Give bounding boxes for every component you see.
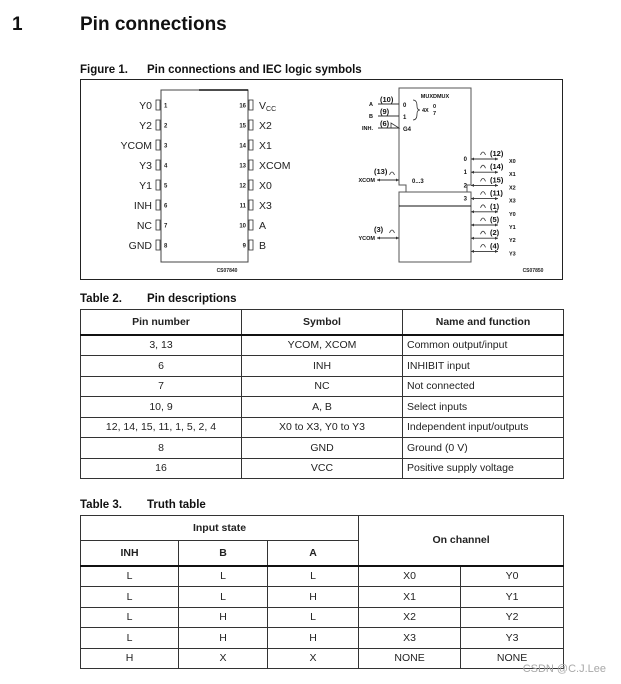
pin-tab-icon — [156, 160, 160, 170]
cell-name-function: Common output/input — [403, 335, 564, 356]
pin-number: 14 — [239, 143, 246, 150]
cell-y-channel: NONE — [461, 648, 564, 669]
control-input-pin: (9) — [380, 107, 390, 116]
cell-symbol: GND — [242, 438, 403, 459]
section-title: Pin connections — [80, 14, 227, 35]
table-row — [81, 417, 564, 438]
pin-tab-icon — [249, 120, 253, 130]
table-row — [81, 587, 564, 608]
cell-inh: L — [81, 566, 179, 587]
pin-name: INH — [133, 200, 152, 212]
pin-tab-icon — [249, 220, 253, 230]
analog-switch-icon — [481, 178, 486, 181]
table-row — [81, 438, 564, 459]
analog-switch-icon — [481, 244, 486, 247]
cell-y-channel: Y2 — [461, 607, 564, 628]
pin-descriptions-table — [80, 309, 564, 479]
col-header-a: A — [268, 541, 359, 566]
table-row — [81, 376, 564, 397]
pin-name: B — [259, 240, 267, 252]
control-input-name: INH. — [362, 126, 373, 132]
col-header-symbol: Symbol — [242, 310, 403, 335]
output-pin: (1) — [490, 201, 500, 211]
cell-x-channel: X3 — [359, 628, 461, 649]
common-name: YCOM — [358, 236, 375, 242]
pin-number: 13 — [239, 163, 246, 170]
pin-tab-icon — [156, 140, 160, 150]
cell-name-function: INHIBIT input — [403, 356, 564, 377]
cell-name-function: Not connected — [403, 376, 564, 397]
cell-a: L — [268, 566, 359, 587]
output-port: 0 — [463, 157, 467, 163]
cell-pin-number: 7 — [81, 376, 242, 397]
control-port: 0 — [403, 103, 407, 109]
mux-fraction-bottom: 7 — [433, 111, 437, 117]
cell-name-function: Positive supply voltage — [403, 458, 564, 479]
cell-inh: L — [81, 607, 179, 628]
pin-number: 5 — [164, 183, 168, 190]
table3-caption — [80, 499, 206, 511]
pin-number: 9 — [242, 243, 246, 250]
pin-name: NC — [136, 220, 152, 232]
pin-tab-icon — [249, 160, 253, 170]
pin-name: Y3 — [139, 160, 152, 172]
cell-a: X — [268, 648, 359, 669]
output-port: 2 — [463, 183, 467, 190]
pin-name: YCOM — [120, 140, 152, 152]
table2-label: Table 2. — [80, 293, 122, 305]
group-header-input-state: Input state — [81, 516, 359, 541]
output-name: X2 — [509, 185, 516, 192]
pin-tab-icon — [156, 100, 160, 110]
cell-pin-number: 12, 14, 15, 11, 1, 5, 2, 4 — [81, 417, 242, 438]
analog-switch-icon — [390, 172, 395, 175]
output-pin: (14) — [490, 162, 504, 172]
figure-diagram — [81, 80, 562, 279]
output-pin: (11) — [490, 188, 503, 198]
cell-y-channel: Y1 — [461, 587, 564, 608]
cell-inh: L — [81, 587, 179, 608]
table-row — [81, 458, 564, 479]
table-row — [81, 607, 564, 628]
output-name: Y2 — [509, 238, 516, 245]
pin-name: XCOM — [259, 160, 291, 172]
output-port: 3 — [463, 196, 467, 203]
cell-x-channel: NONE — [359, 648, 461, 669]
table-row — [81, 648, 564, 669]
cell-symbol: YCOM, XCOM — [242, 335, 403, 356]
col-header-b: B — [179, 541, 268, 566]
pin-number: 4 — [164, 163, 168, 170]
table-row — [81, 566, 564, 587]
pin-tab-icon — [249, 140, 253, 150]
cell-x-channel: X1 — [359, 587, 461, 608]
pin-name: X1 — [259, 140, 272, 152]
table-row — [81, 356, 564, 377]
cell-b: L — [179, 566, 268, 587]
pin-name: Y1 — [139, 180, 152, 192]
pin-name: GND — [128, 240, 152, 252]
pin-tab-icon — [156, 180, 160, 190]
control-input-name: A — [369, 102, 373, 108]
cell-b: X — [179, 648, 268, 669]
table-row — [81, 628, 564, 649]
pin-name: Y0 — [139, 100, 152, 112]
cell-name-function: Select inputs — [403, 397, 564, 418]
analog-switch-icon — [390, 230, 395, 233]
cell-symbol: VCC — [242, 458, 403, 479]
group-header-on-channel: On channel — [359, 516, 564, 566]
table-row — [81, 397, 564, 418]
table-row — [81, 335, 564, 356]
output-name: X3 — [509, 198, 516, 205]
dip-code: CS07840 — [216, 268, 238, 274]
analog-switch-icon — [481, 165, 486, 168]
pin-tab-icon — [249, 100, 253, 110]
cell-inh: H — [81, 648, 179, 669]
pin-number: 12 — [239, 183, 246, 190]
cell-symbol: A, B — [242, 397, 403, 418]
cell-pin-number: 10, 9 — [81, 397, 242, 418]
pin-name: Y2 — [139, 120, 152, 132]
output-name: X0 — [509, 159, 516, 165]
output-pin: (12) — [490, 149, 504, 158]
control-input-pin: (6) — [380, 119, 390, 128]
table2-caption — [80, 293, 236, 305]
col-header-inh: INH — [81, 541, 179, 566]
analog-switch-icon — [481, 152, 486, 155]
pin-tab-icon — [156, 220, 160, 230]
cell-b: H — [179, 628, 268, 649]
cell-inh: L — [81, 628, 179, 649]
cell-symbol: X0 to X3, Y0 to Y3 — [242, 417, 403, 438]
cell-pin-number: 3, 13 — [81, 335, 242, 356]
iec-block-title: MUXDMUX — [420, 94, 450, 100]
negation-triangle-icon — [391, 123, 399, 128]
output-name: Y3 — [509, 251, 516, 258]
truth-table — [80, 515, 564, 669]
cell-symbol: INH — [242, 356, 403, 377]
cell-x-channel: X0 — [359, 566, 461, 587]
cell-symbol: NC — [242, 376, 403, 397]
analog-switch-icon — [481, 205, 486, 208]
pin-number: 7 — [164, 223, 168, 230]
pin-tab-icon — [249, 200, 253, 210]
watermark: CSDN @C.J.Lee — [522, 663, 606, 675]
control-input-pin: (10) — [380, 95, 394, 104]
iec-logic-symbol — [359, 88, 544, 274]
pin-number: 3 — [164, 143, 168, 150]
cell-b: H — [179, 607, 268, 628]
pin-number: 10 — [239, 223, 246, 230]
pin-number: 16 — [239, 103, 246, 110]
mux-label: 4X — [422, 108, 429, 114]
common-port: 0...3 — [412, 179, 424, 185]
output-pin: (2) — [490, 228, 500, 238]
col-header-pin-number: Pin number — [81, 310, 242, 335]
pin-number: 6 — [164, 203, 168, 210]
cell-a: L — [268, 607, 359, 628]
cell-a: H — [268, 628, 359, 649]
pin-tab-icon — [249, 180, 253, 190]
cell-x-channel: X2 — [359, 607, 461, 628]
pin-tab-icon — [156, 240, 160, 250]
pin-name: X2 — [259, 120, 272, 132]
figure-label: Figure 1. — [80, 64, 128, 76]
pin-name: X0 — [259, 180, 272, 192]
cell-pin-number: 8 — [81, 438, 242, 459]
analog-switch-icon — [481, 192, 486, 195]
output-pin: (15) — [490, 175, 504, 185]
pin-number: 8 — [164, 243, 168, 250]
pin-number: 15 — [239, 123, 246, 130]
control-port: G4 — [403, 127, 412, 133]
control-input-name: B — [369, 114, 373, 120]
control-port: 1 — [403, 115, 407, 121]
pin-name: VCC — [259, 100, 277, 113]
analog-switch-icon — [481, 231, 486, 234]
cell-name-function: Independent input/outputs — [403, 417, 564, 438]
iec-code: CS07850 — [522, 268, 544, 274]
cell-y-channel: Y3 — [461, 628, 564, 649]
pin-tab-icon — [249, 240, 253, 250]
output-name: Y1 — [509, 225, 516, 231]
figure-title: Pin connections and IEC logic symbols — [147, 64, 362, 76]
output-name: Y0 — [509, 211, 516, 218]
dip-package-diagram — [121, 90, 291, 274]
cell-name-function: Ground (0 V) — [403, 438, 564, 459]
pin-number: 1 — [164, 103, 168, 110]
pin-tab-icon — [156, 120, 160, 130]
figure-caption — [80, 64, 362, 76]
pin-number: 2 — [164, 123, 168, 130]
pin-name: A — [259, 220, 267, 232]
pin-name: X3 — [259, 200, 272, 212]
output-pin: (5) — [490, 215, 500, 224]
figure-box — [80, 79, 563, 280]
cell-a: H — [268, 587, 359, 608]
output-port: 1 — [463, 170, 467, 177]
output-pin: (4) — [490, 241, 500, 251]
mux-fraction-top: 0 — [433, 104, 437, 110]
pin-number: 11 — [239, 203, 246, 210]
analog-switch-icon — [481, 218, 486, 221]
common-name: XCOM — [358, 178, 375, 184]
table3-label: Table 3. — [80, 499, 122, 511]
common-pin: (3) — [374, 225, 384, 234]
pin-tab-icon — [156, 200, 160, 210]
cell-b: L — [179, 587, 268, 608]
section-number: 1 — [12, 14, 23, 35]
cell-y-channel: Y0 — [461, 566, 564, 587]
col-header-name-function: Name and function — [403, 310, 564, 335]
table2-title: Pin descriptions — [147, 293, 237, 305]
common-pin: (13) — [374, 167, 388, 176]
cell-pin-number: 6 — [81, 356, 242, 377]
table3-title: Truth table — [147, 499, 206, 511]
cell-pin-number: 16 — [81, 458, 242, 479]
output-name: X1 — [509, 172, 516, 179]
